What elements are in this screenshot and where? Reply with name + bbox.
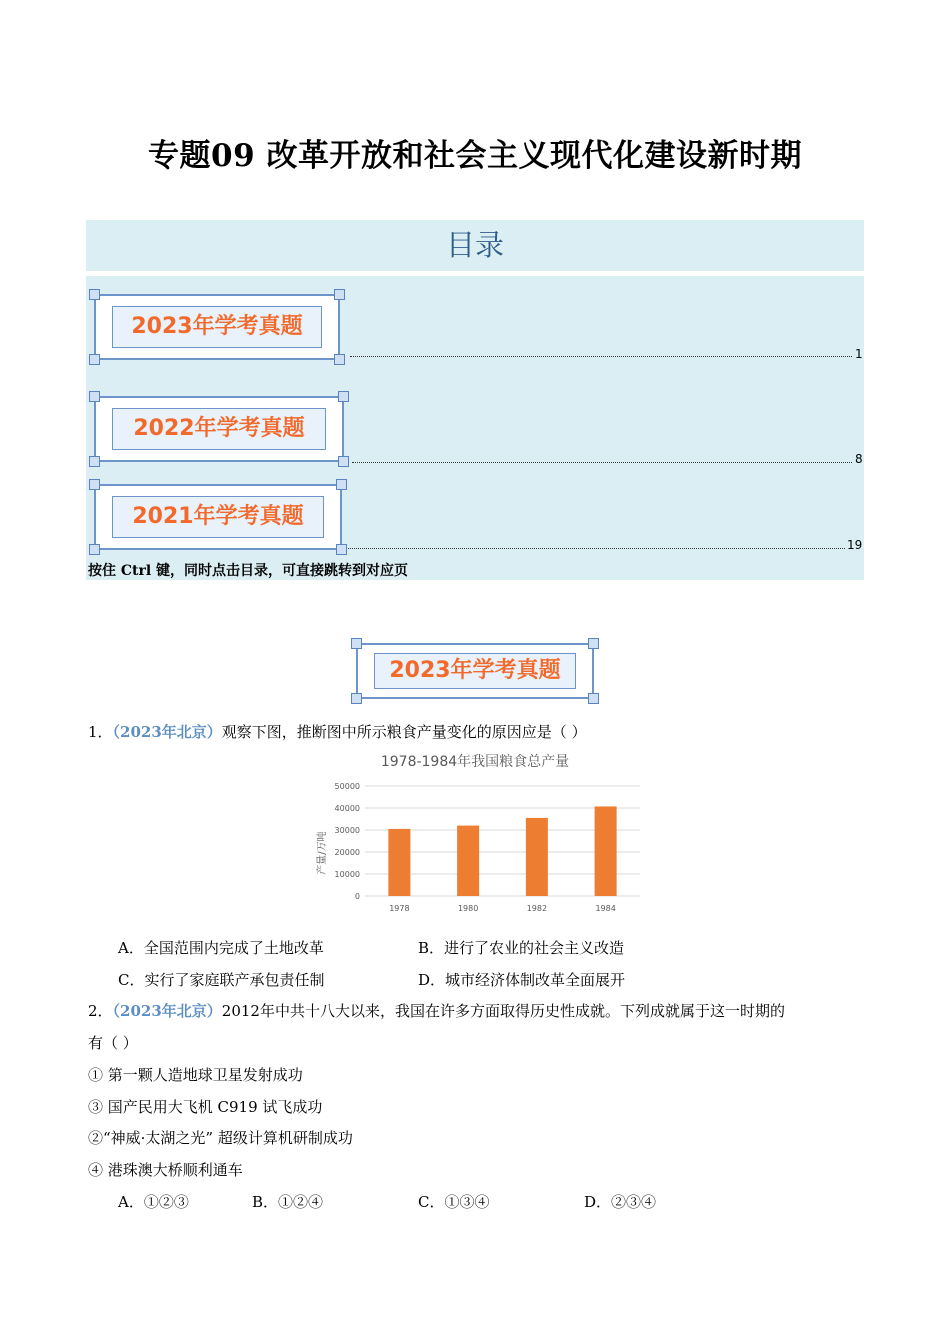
toc-leader-dots xyxy=(350,356,852,357)
toc-entry-label: 2023年学考真题 xyxy=(131,314,303,339)
toc-entry-2021-badge[interactable] xyxy=(94,484,342,550)
q1-option-d[interactable]: D．城市经济体制改革全面展开 xyxy=(418,971,626,989)
question-2-stem xyxy=(88,1001,868,1021)
q2-option-c[interactable]: C．①③④ xyxy=(418,1193,490,1211)
q2-item: ④ 港珠澳大桥顺利通车 xyxy=(88,1161,243,1179)
question-text: 2012年中共十八大以来，我国在许多方面取得历史性成就。下列成就属于这一时期的 xyxy=(221,1002,785,1020)
chart-title: 1978-1984年我国粮食总产量 xyxy=(380,754,570,770)
toc-entry-label: 2021年学考真题 xyxy=(132,504,304,529)
q2-item: ① 第一颗人造地球卫星发射成功 xyxy=(88,1066,303,1084)
toc-page-number[interactable]: 19 xyxy=(847,538,863,552)
question-number: 2． xyxy=(88,1002,113,1020)
toc-leader-dots xyxy=(348,548,845,549)
bar-1978 xyxy=(388,829,410,896)
question-2-stem-continued: 有（ ） xyxy=(88,1034,138,1052)
y-axis-label: 产量/万吨 xyxy=(317,831,328,875)
x-tick-label: 1978 xyxy=(389,904,410,913)
bar-1984 xyxy=(595,806,617,896)
y-tick-label: 30000 xyxy=(334,826,360,835)
bar-1982 xyxy=(526,818,548,896)
toc-note: 按住 Ctrl 键，同时点击目录，可直接跳转到对应页 xyxy=(88,563,409,579)
section-badge-label: 2023年学考真题 xyxy=(389,658,561,683)
x-tick-label: 1984 xyxy=(595,904,616,913)
x-tick-label: 1980 xyxy=(457,904,479,913)
toc-leader-dots xyxy=(352,462,852,463)
toc-entry-label: 2022年学考真题 xyxy=(133,416,305,441)
y-tick-label: 0 xyxy=(354,892,360,901)
q1-option-c[interactable]: C．实行了家庭联产承包责任制 xyxy=(118,971,325,989)
y-tick-label: 40000 xyxy=(334,804,360,813)
q2-item: ②“神威·太湖之光” 超级计算机研制成功 xyxy=(88,1129,353,1147)
x-tick-label: 1982 xyxy=(526,904,548,913)
y-tick-label: 20000 xyxy=(334,848,360,857)
bar-1980 xyxy=(457,826,479,896)
toc-heading: 目录 xyxy=(86,220,864,271)
section-badge xyxy=(356,643,594,699)
toc-page-number[interactable]: 8 xyxy=(855,452,863,466)
y-tick-label: 10000 xyxy=(334,870,360,879)
q2-option-b[interactable]: B．①②④ xyxy=(252,1193,324,1211)
document-title: 专题09 改革开放和社会主义现代化建设新时期 xyxy=(148,138,802,174)
question-1-stem xyxy=(88,722,868,742)
question-source: （2023年北京） xyxy=(112,1002,222,1020)
q2-option-a[interactable]: A．①②③ xyxy=(118,1193,189,1211)
question-number: 1． xyxy=(88,723,113,741)
toc-entry-2023-badge[interactable] xyxy=(94,294,340,360)
q1-option-b[interactable]: B．进行了农业的社会主义改造 xyxy=(418,939,625,957)
question-text: 观察下图，推断图中所示粮食产量变化的原因应是（ ） xyxy=(221,723,587,741)
q2-item: ③ 国产民用大飞机 C919 试飞成功 xyxy=(88,1098,323,1116)
grain-output-chart xyxy=(310,748,650,920)
q2-option-d[interactable]: D．②③④ xyxy=(584,1193,657,1211)
toc-page-number[interactable]: 1 xyxy=(855,347,863,361)
y-tick-label: 50000 xyxy=(334,782,360,791)
bar-chart-svg xyxy=(310,748,650,920)
question-source: （2023年北京） xyxy=(112,723,222,741)
toc-entry-2022-badge[interactable] xyxy=(94,396,344,462)
q1-option-a[interactable]: A．全国范围内完成了土地改革 xyxy=(118,939,324,957)
